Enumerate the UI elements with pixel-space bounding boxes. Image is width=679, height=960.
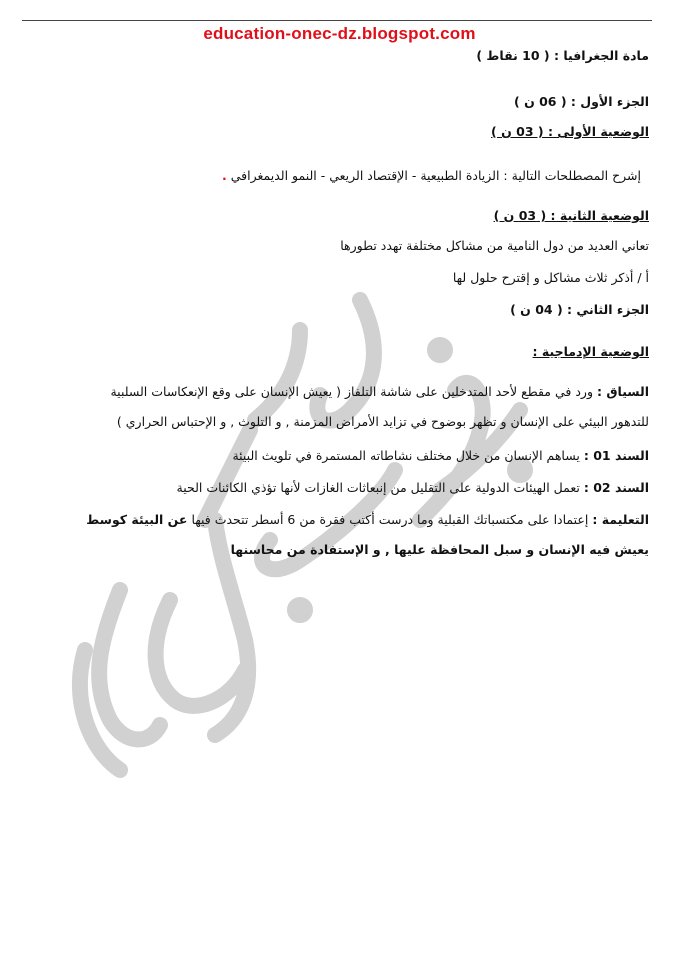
instruction-line1 xyxy=(86,512,649,527)
sanad2 xyxy=(177,480,649,495)
situation2-question: أ / أذكر ثلاث مشاكل و إقترح حلول لها xyxy=(452,270,649,285)
sanad1-label: السند 01 : xyxy=(583,448,649,463)
instruction-line2: يعيش فيه الإنسان و سبل المحافظة عليها , و الإستفادة من محاسنها xyxy=(230,542,649,557)
situation1-title: الوضعية الأولى : ( 03 ن ) xyxy=(491,124,649,139)
context-label: السياق : xyxy=(596,384,649,399)
instruction-label: التعليمة : xyxy=(592,512,649,527)
context-text1: ورد في مقطع لأحد المتدخلين على شاشة التلفاز ( يعيش الإنسان على وقع الإنعكاسات السلبية xyxy=(110,384,593,399)
sanad1-text: يساهم الإنسان من خلال مختلف نشاطاته المستمرة في تلويث البيئة xyxy=(232,448,580,463)
situation2-title: الوضعية الثانية : ( 03 ن ) xyxy=(493,208,649,223)
situation2-text: تعاني العديد من دول النامية من مشاكل مختلفة تهدد تطورها xyxy=(340,238,649,253)
context-line2: للتدهور البيئي على الإنسان و تظهر بوضوح في تزايد الأمراض المزمنة , و التلوث , و الإحتباس الحراري ) xyxy=(116,414,649,429)
part1-title: الجزء الأول : ( 06 ن ) xyxy=(514,94,649,109)
sanad2-label: السند 02 : xyxy=(583,480,649,495)
instruction-text: إعتمادا على مكتسباتك القبلية وما درست أكتب فقرة من 6 أسطر تتحدث فيها xyxy=(191,512,589,527)
situation1-text xyxy=(222,168,641,183)
situation1-body: إشرح المصطلحات التالية : الزيادة الطبيعية - الإقتصاد الريعي - النمو الديمغرافي xyxy=(230,168,641,183)
integration-title: الوضعية الإدماجية : xyxy=(532,344,649,359)
site-url[interactable]: education-onec-dz.blogspot.com xyxy=(203,24,476,43)
sanad1 xyxy=(232,448,649,463)
instruction-bold: عن البيئة كوسط xyxy=(86,512,188,527)
context-line1 xyxy=(110,384,649,399)
red-dot: . xyxy=(221,168,227,183)
top-rule xyxy=(22,20,652,21)
part2-title: الجزء الثاني : ( 04 ن ) xyxy=(510,302,649,317)
sanad2-text: تعمل الهيئات الدولية على التقليل من إنبعاثات الغازات لأنها تؤذي الكائنات الحية xyxy=(176,480,580,495)
subject-title: مادة الجغرافيا : ( 10 نقاط ) xyxy=(476,48,649,63)
